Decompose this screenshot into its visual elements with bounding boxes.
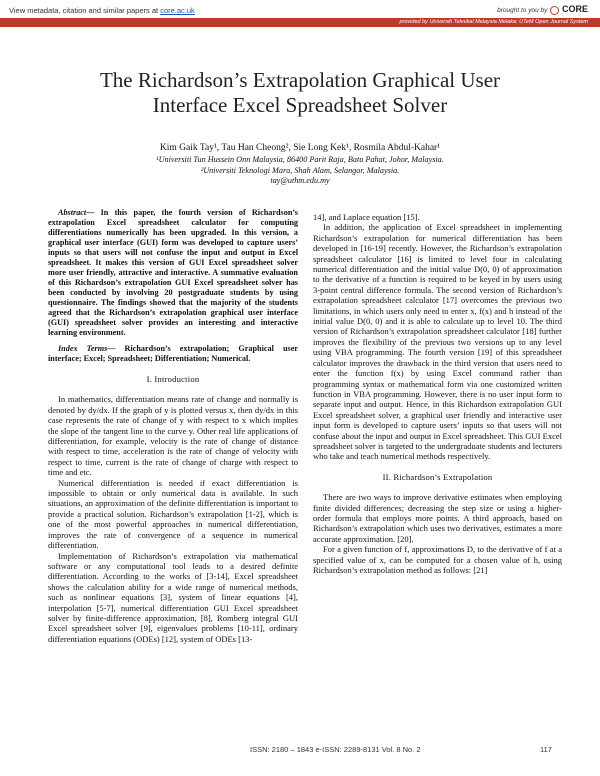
affiliation-1: ¹Universiti Tun Hussein Onn Malaysia, 86400 Parit Raja, Batu Pahat, Johor, Malaysia. bbox=[156, 155, 444, 164]
brought-by-text: brought to you by bbox=[497, 7, 548, 14]
section-heading-introduction: I. Introduction bbox=[146, 374, 200, 384]
core-logo-icon bbox=[550, 6, 559, 15]
affiliation-2: ²Universiti Teknologi Mara, Shah Alam, Selangor, Malaysia. bbox=[200, 165, 400, 175]
paragraph: Numerical differentiation is needed if exact differentiation is impossible to obtain or only numerical data is available. In such situations, an approximation of the definite differentiation is important to provide a practical solution. Richardson’s extrapolation [1-2], which is one of the most powerful approaches in numerical differentiation, improves the rate of convergence of a sequence in numerical differentiation. bbox=[48, 477, 298, 551]
metadata-notice bbox=[9, 6, 195, 15]
index-terms bbox=[48, 344, 298, 364]
core-link[interactable]: core.ac.uk bbox=[160, 6, 195, 15]
abstract-text: — In this paper, the fourth version of Richardson’s extrapolation Excel spreadsheet calculator for computing differentiations numerically has been upgraded. In this version, a graphical user interface (GUI) form was developed to capture users’ inputs so that users will not confuse the input and output in Excel spreadsheet. It makes this version of GUI Excel spreadsheet solver more user friendly, attractive and interactive. A summative evaluation of this Richardson’s extrapolation GUI Excel spreadsheet solver has been conducted by involving 20 postgraduate students by using questionnaire. The findings showed that the majority of the students agreed that the Richardson’s extrapolation graphical user interface (GUI) spreadsheet solver provides an interesting and interactive learning environment. bbox=[48, 208, 298, 337]
brought-by bbox=[497, 4, 588, 15]
index-terms-text: — Richardson’s extrapolation; Graphical user interface; Excel; Spreadsheet; Differentiation; Numerical. bbox=[48, 344, 298, 363]
metadata-text: View metadata, citation and similar papers at bbox=[9, 6, 159, 15]
abstract bbox=[48, 208, 298, 338]
author-email: tay@uthm.edu.my bbox=[270, 176, 330, 185]
paper-title bbox=[40, 68, 560, 118]
paragraph: In addition, the application of Excel spreadsheet in implementing Richardson’s extrapolation for numerical differentiation has been developed in [16-19] recently. However, the Richardson’s extrapolation spreadsheet calculator [16] is limited to level four in calculating numerical differentiation and the initial value D(0, 0) of approximation to the derivative of a function is required to be keyed in by users using 3-point central difference formula. The second version of Richardson’s extrapolation spreadsheet calculator [17] overcomes the previous two limitations, in which users only need to enter x, f(x) and h instead of the initial value D(0, 0) and it is able to calculate up to level 10. The third version of Richardson’s extrapolation spreadsheet calculator [18] further improves the flexibility of the previous two versions up to any level using VBA programming. The fourth version [19] of this spreadsheet calculator improves the drawback in the third version that users need to enter the function f(x) by using Excel command rather than programming syntax or mathematical form via one customized written function in VBA programming. However, there is no user input form to separate input and output. Hence, in this Richardson extrapolation GUI Excel spreadsheet solver, a graphical user friendly and interactive user input form is developed to capture users’ inputs so that users will not confuse about the input and output in Excel spreadsheet. This GUI Excel spreadsheet solver is targeted to the undergraduate students and lecturers who take and teach numerical methods respectively. bbox=[313, 222, 562, 462]
index-terms-label: Index Terms bbox=[58, 344, 108, 353]
paragraph: Implementation of Richardson’s extrapolation via mathematical software or any computational tool leads to a desired definite differentiation. According to the works of [3-14], Excel spreadsheet shows the calculation ability for a wide range of numerical methods, such as nonlinear equations [3], system of linear equations [4], interpolation [5-7], numerical differentiation GUI Excel spreadsheet solver by finite-difference approximation, [8], Romberg integral GUI Excel spreadsheet solver [9], eigenvalues problems [10-11], ordinary differentiation equations (ODEs) [12], system of ODEs [13- bbox=[48, 550, 298, 644]
title-line-2: Interface Excel Spreadsheet Solver bbox=[152, 93, 448, 117]
section-heading-richardson: II. Richardson’s Extrapolation bbox=[382, 471, 493, 482]
right-column bbox=[313, 212, 562, 575]
authors: Kim Gaik Tay¹, Tau Han Cheong², Sie Long Kek¹, Rosmila Abdul-Kahar¹ bbox=[159, 143, 441, 153]
abstract-label: Abstract bbox=[58, 208, 87, 217]
paragraph: 14], and Laplace equation [15]. bbox=[313, 212, 420, 222]
left-column bbox=[48, 208, 298, 644]
paragraph: In mathematics, differentiation means rate of change and normally is denoted by dy/dx. If the graph of y is plotted versus x, then dy/dx in this case represents the rate of change of y with respect to x which implies the slope of the tangent line to the curve y. Other real life applications of differentiation, for example, velocity is the rate of change of distance with respect to time, acceleration is the rate of change of velocity with respect to time, current is the rate of change of charge with respect to time and etc. bbox=[48, 394, 298, 478]
affiliations bbox=[40, 155, 560, 187]
paragraph: For a given function of f, approximations D, to the derivative of f at a specified value of x, can be computed for a chosen value of h, using Richardson’s extrapolation method as follows: [21] bbox=[313, 544, 562, 575]
page-number: 117 bbox=[540, 745, 552, 754]
core-brand[interactable]: CORE bbox=[561, 4, 588, 14]
provider-bar bbox=[0, 18, 600, 27]
paragraph: There are two ways to improve derivative estimates when employing finite divided differences; decreasing the step size or using a higher-order formula that employs more points. A third approach, based on Richardson’s extrapolation which uses two derivatives, estimates a more accurate approximation. [20]. bbox=[313, 492, 562, 544]
issn-info: ISSN: 2180 – 1843 e-ISSN: 2289-8131 Vol. 8 No. 2 bbox=[250, 745, 421, 754]
title-line-1: The Richardson’s Extrapolation Graphical User bbox=[99, 68, 501, 92]
provider-text: provided by Universiti Teknikal Malaysia Melaka: UTeM Open Journal System bbox=[399, 19, 588, 25]
